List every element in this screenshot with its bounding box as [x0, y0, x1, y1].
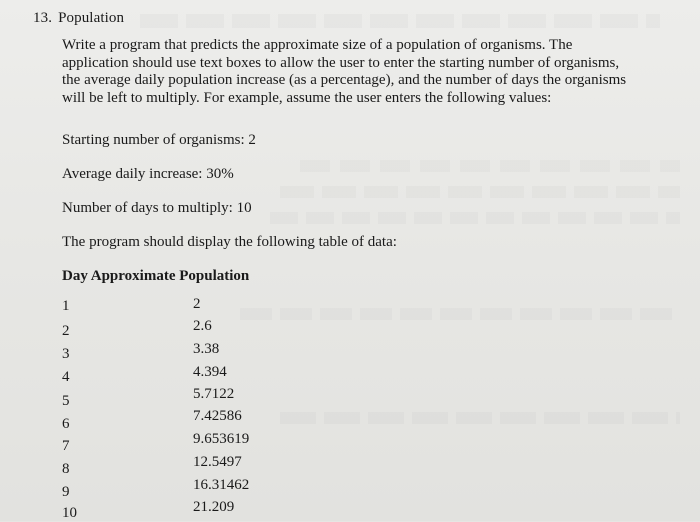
table-day-cell: 4 [62, 369, 70, 385]
table-population-cell: 12.5497 [193, 454, 242, 470]
problem-heading [33, 10, 124, 27]
average-increase-line: Average daily increase: 30% [62, 166, 234, 182]
table-population-cell: 16.31462 [193, 477, 250, 493]
description-line: the average daily population increase (as a percentage), and the number of days the organisms [62, 72, 627, 88]
table-population-cell: 21.209 [193, 499, 235, 515]
problem-description [62, 37, 672, 107]
table-day-cell: 8 [62, 461, 70, 477]
problem-number: 13. [33, 10, 53, 26]
table-population-cell: 4.394 [193, 364, 227, 380]
table-day-cell: 6 [62, 416, 70, 432]
description-line: application should use text boxes to allow the user to enter the starting number of organisms, [62, 54, 620, 71]
table-population-cell: 7.42586 [193, 408, 242, 424]
table-day-cell: 7 [62, 438, 70, 454]
bleed-through-texture [280, 186, 680, 198]
description-line: will be left to multiply. For example, assume the user enters the following values: [62, 89, 552, 106]
table-population-cell: 2 [193, 296, 201, 312]
table-population-cell: 5.7122 [193, 386, 235, 402]
table-day-cell: 2 [62, 323, 70, 339]
table-day-cell: 10 [62, 505, 77, 521]
bleed-through-texture [280, 412, 680, 424]
table-day-cell: 1 [62, 298, 70, 314]
table-population-cell: 3.38 [193, 341, 220, 357]
bleed-through-texture [300, 160, 680, 172]
starting-number-line: Starting number of organisms: 2 [62, 132, 256, 148]
description-line: Write a program that predicts the approximate size of a population of organisms. The [62, 37, 573, 53]
table-day-cell: 3 [62, 346, 70, 362]
table-population-cell: 2.6 [193, 318, 212, 334]
table-header: Day Approximate Population [62, 268, 250, 284]
bleed-through-texture [140, 14, 660, 28]
table-population-cell: 9.653619 [193, 431, 250, 447]
table-day-cell: 9 [62, 484, 70, 500]
table-day-cell: 5 [62, 393, 70, 409]
problem-title: Population [58, 10, 125, 26]
bleed-through-texture [270, 212, 680, 224]
days-to-multiply-line: Number of days to multiply: 10 [62, 200, 252, 216]
display-instruction-line: The program should display the following table of data: [62, 234, 397, 250]
bleed-through-texture [240, 308, 680, 320]
